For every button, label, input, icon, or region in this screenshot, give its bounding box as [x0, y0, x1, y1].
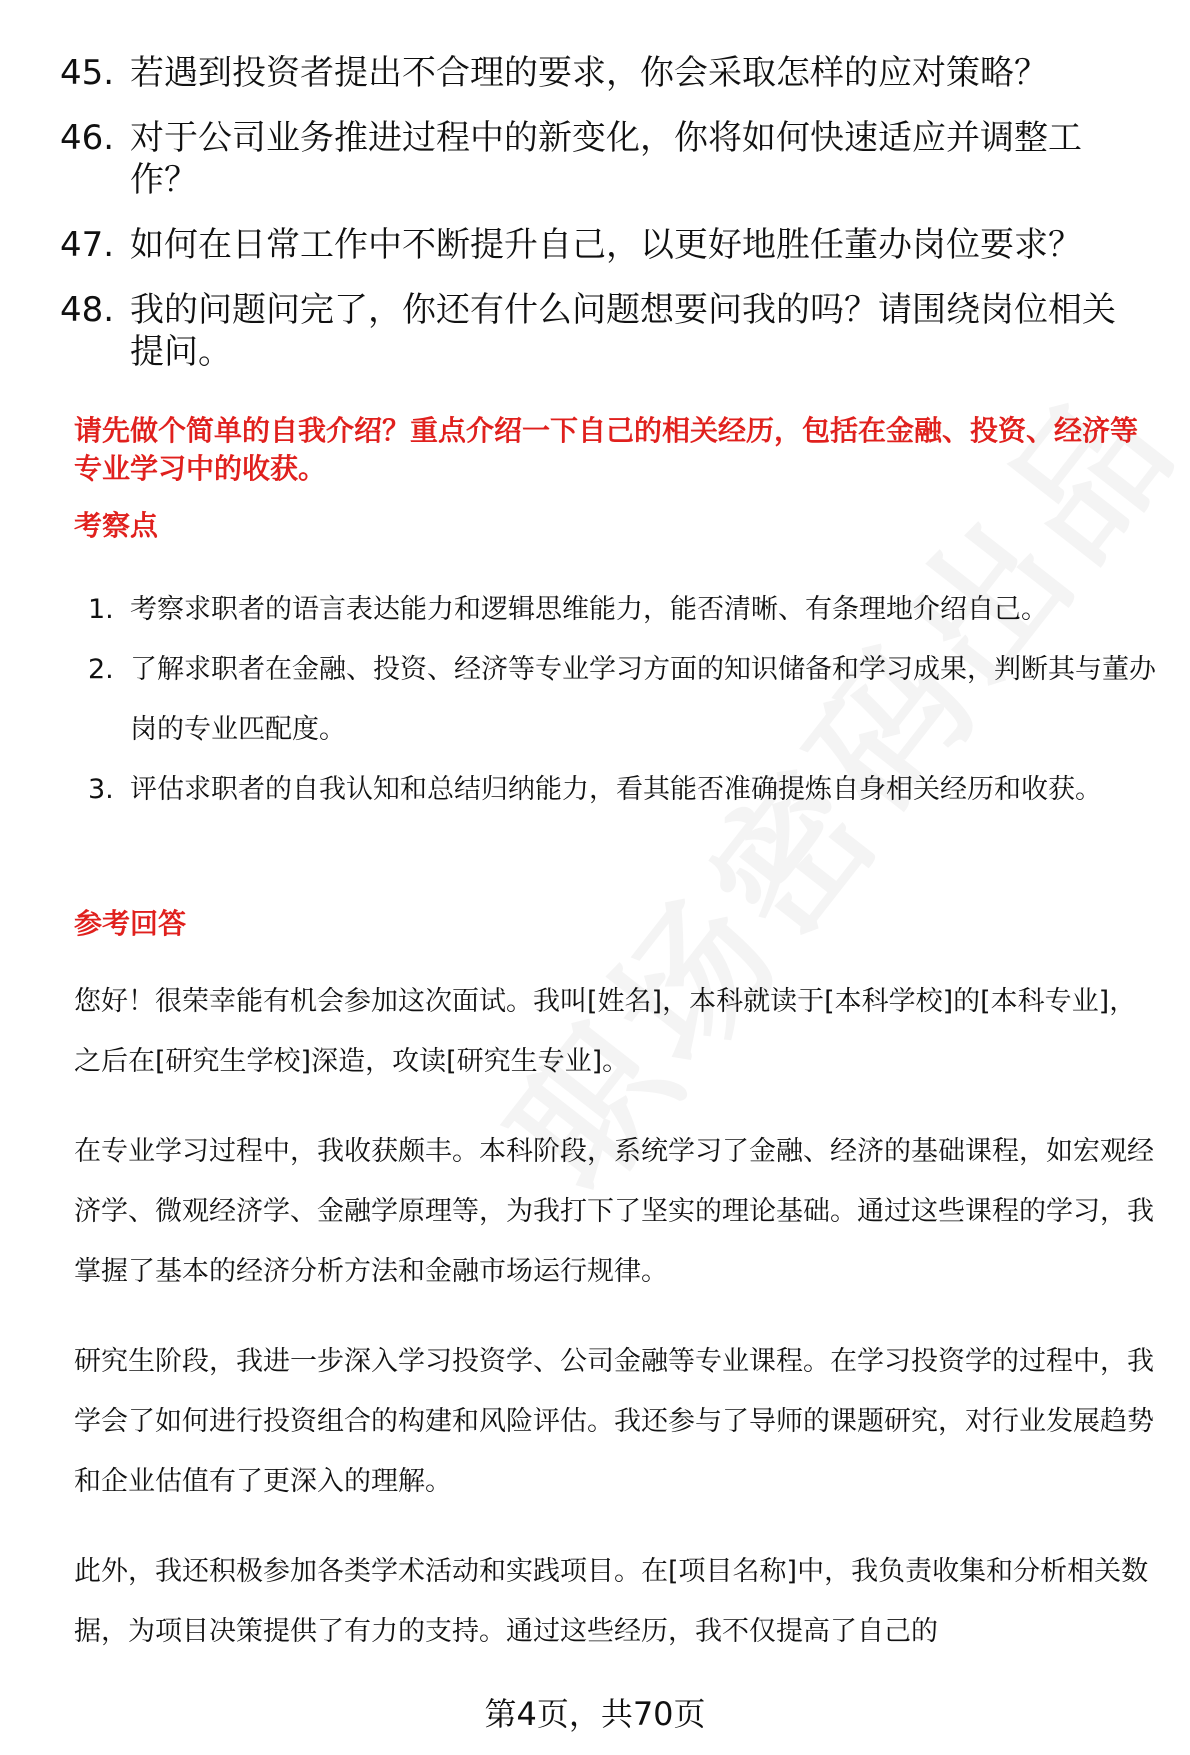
question-number: 47. [60, 225, 115, 265]
point-item [88, 640, 1163, 760]
point-number: 1. [88, 594, 114, 625]
question-item [60, 289, 1140, 373]
points-list [88, 580, 1163, 820]
point-item [88, 580, 1163, 640]
answer-paragraph: 您好！很荣幸能有机会参加这次面试。我叫[姓名]，本科就读于[本科学校]的[本科专业]，之后在[研究生学校]深造，攻读[研究生专业]。 [74, 986, 1137, 1077]
interview-question-heading: 请先做个简单的自我介绍？重点介绍一下自己的相关经历，包括在金融、投资、经济等专业学习中的收获。 [74, 414, 1139, 485]
question-item [60, 117, 1140, 201]
question-text: 如何在日常工作中不断提升自己，以更好地胜任董办岗位要求？ [130, 225, 1082, 265]
question-item [60, 224, 1140, 266]
question-text: 若遇到投资者提出不合理的要求，你会采取怎样的应对策略？ [130, 53, 1048, 93]
point-text: 评估求职者的自我认知和总结归纳能力，看其能否准确提炼自身相关经历和收获。 [130, 774, 1102, 805]
point-item [88, 760, 1163, 820]
answer-paragraph: 此外，我还积极参加各类学术活动和实践项目。在[项目名称]中，我负责收集和分析相关数据，为项目决策提供了有力的支持。通过这些经历，我不仅提高了自己的 [74, 1556, 1149, 1647]
answer-paragraph: 研究生阶段，我进一步深入学习投资学、公司金融等专业课程。在学习投资学的过程中，我学会了如何进行投资组合的构建和风险评估。我还参与了导师的课题研究，对行业发展趋势和企业估值有了更深入的理解。 [74, 1346, 1154, 1497]
answer-paragraph: 在专业学习过程中，我收获颇丰。本科阶段，系统学习了金融、经济的基础课程，如宏观经济学、微观经济学、金融学原理等，为我打下了坚实的理论基础。通过这些课程的学习，我掌握了基本的经济分析方法和金融市场运行规律。 [74, 1136, 1154, 1287]
question-text: 对于公司业务推进过程中的新变化，你将如何快速适应并调整工作？ [130, 118, 1082, 200]
answer-section-title: 参考回答 [74, 907, 187, 940]
question-number: 48. [60, 290, 115, 330]
question-number: 45. [60, 53, 115, 93]
point-text: 考察求职者的语言表达能力和逻辑思维能力，能否清晰、有条理地介绍自己。 [130, 594, 1048, 625]
question-number: 46. [60, 118, 115, 158]
question-list [60, 52, 1140, 396]
question-text: 我的问题问完了，你还有什么问题想要问我的吗？请围绕岗位相关提问。 [130, 290, 1116, 372]
point-text: 了解求职者在金融、投资、经济等专业学习方面的知识储备和学习成果，判断其与董办岗的专业匹配度。 [130, 654, 1156, 745]
question-item [60, 52, 1140, 94]
point-number: 2. [88, 654, 114, 685]
point-number: 3. [88, 774, 114, 805]
points-section-title: 考察点 [74, 509, 159, 542]
page-number-footer: 第4页，共70页 [484, 1695, 706, 1733]
